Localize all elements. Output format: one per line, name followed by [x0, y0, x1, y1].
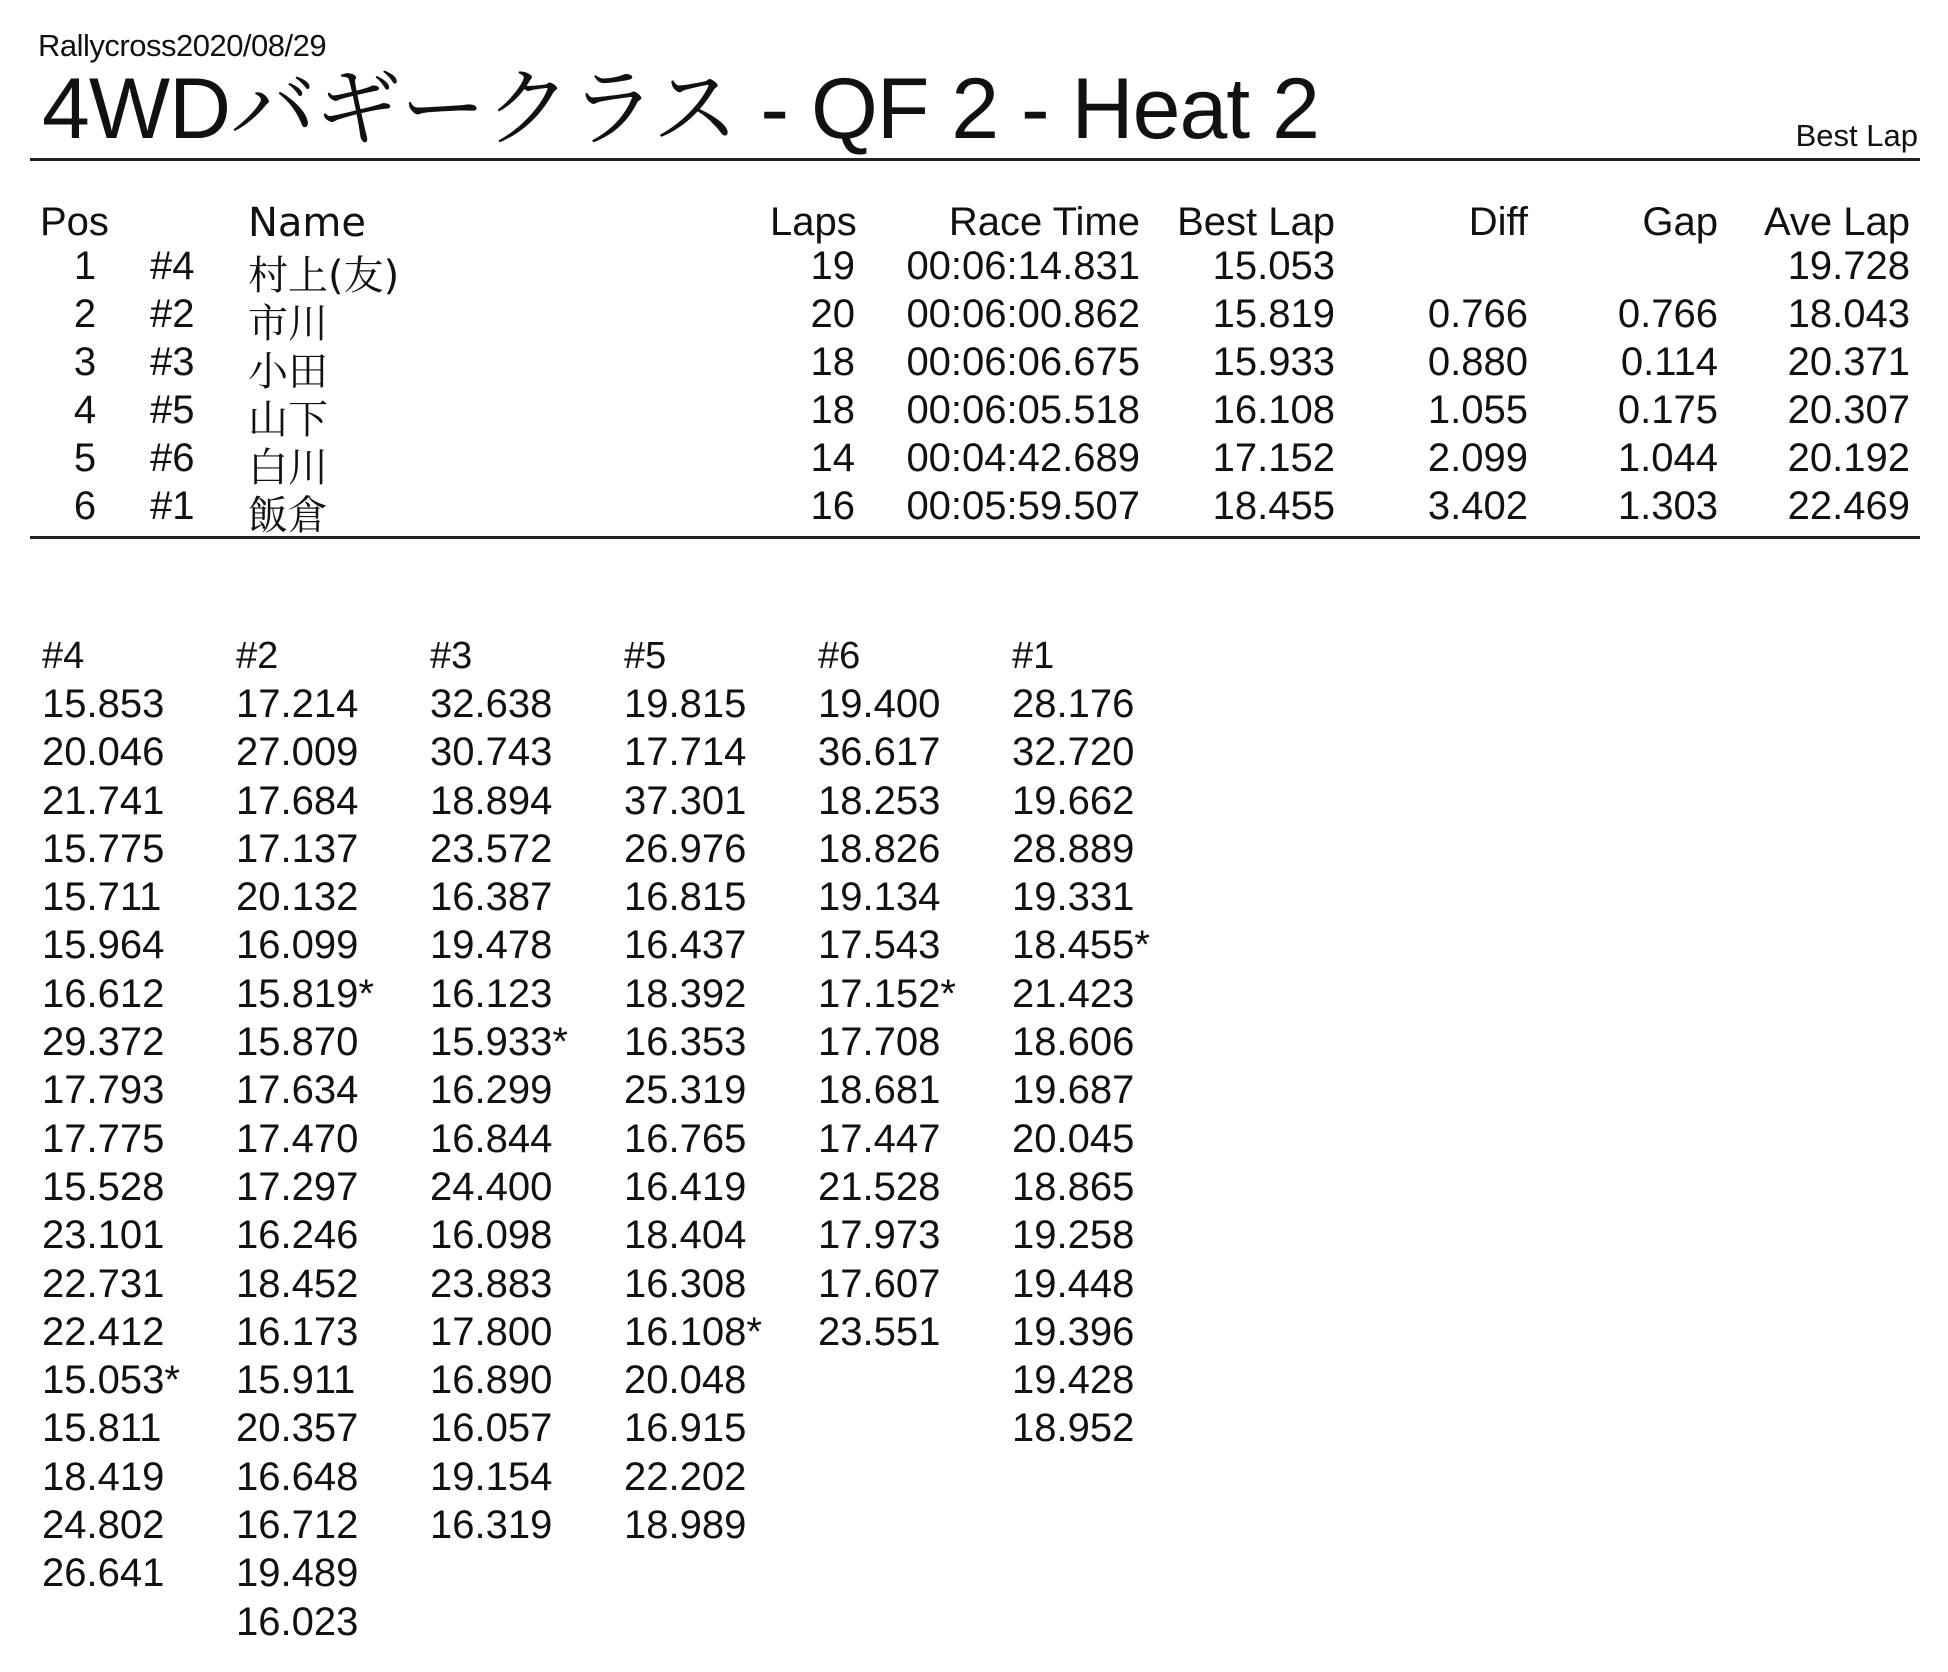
lap-time: 19.428 [1012, 1358, 1135, 1403]
lap-time: 17.214 [236, 682, 359, 726]
lap-time: 23.883 [430, 1261, 553, 1306]
row-laps: 20 [810, 292, 855, 336]
lap-time: 18.894 [430, 778, 553, 823]
lap-time: 16.246 [236, 1213, 359, 1258]
lap-time: 21.741 [42, 778, 165, 823]
col-ave-lap-header: Ave Lap [1763, 200, 1910, 244]
row-ave-lap: 18.043 [1787, 292, 1910, 336]
row-pos: 5 [73, 436, 97, 480]
lap-time: 22.202 [624, 1454, 747, 1499]
row-diff: 1.055 [1427, 388, 1528, 432]
col-laps-header: Laps [770, 200, 857, 244]
lap-time: 17.137 [236, 826, 359, 871]
lap-column [42, 632, 232, 1598]
row-gap: 0.766 [1617, 292, 1718, 336]
row-laps: 14 [810, 436, 855, 480]
best-lap-corner-label: Best Lap [1795, 118, 1918, 153]
row-race-time: 00:06:06.675 [906, 340, 1140, 384]
lap-time: 18.419 [42, 1454, 165, 1499]
lap-time: 24.400 [430, 1164, 553, 1209]
lap-column [430, 632, 620, 1549]
row-race-time: 00:05:59.507 [906, 484, 1140, 528]
lap-column-car-number: #6 [818, 635, 861, 677]
header-divider [30, 158, 1920, 161]
lap-time: 18.452 [236, 1261, 359, 1306]
lap-column-car-number: #5 [624, 635, 667, 677]
lap-time: 20.357 [236, 1406, 359, 1451]
lap-time: 16.299 [430, 1068, 553, 1113]
lap-time: 16.057 [430, 1406, 553, 1451]
lap-time: 16.023 [236, 1599, 359, 1644]
col-gap-header: Gap [1642, 200, 1718, 244]
lap-time: 18.253 [818, 778, 941, 823]
lap-time: 28.889 [1012, 826, 1135, 871]
row-laps: 16 [810, 484, 855, 528]
lap-time: 16.353 [624, 1020, 747, 1065]
lap-time: 18.392 [624, 971, 747, 1016]
lap-time: 17.297 [236, 1164, 359, 1209]
lap-time: 16.387 [430, 875, 553, 920]
lap-time: 19.815 [624, 682, 747, 726]
lap-time: 19.331 [1012, 875, 1135, 920]
lap-time: 19.448 [1012, 1261, 1135, 1306]
table-row [0, 340, 1948, 395]
lap-time: 26.976 [624, 826, 747, 871]
row-best-lap: 16.108 [1212, 388, 1335, 432]
row-pos: 6 [73, 484, 97, 528]
lap-time: 18.865 [1012, 1164, 1135, 1209]
lap-column [624, 632, 814, 1549]
lap-time: 16.648 [236, 1454, 359, 1499]
lap-time: 18.606 [1012, 1020, 1135, 1065]
lap-time: 16.437 [624, 923, 747, 968]
lap-time: 20.045 [1012, 1116, 1135, 1161]
lap-time: 27.009 [236, 730, 359, 775]
lap-time: 20.132 [236, 875, 359, 920]
col-best-lap-header: Best Lap [1177, 200, 1335, 244]
lap-time: 23.551 [818, 1309, 941, 1354]
row-diff: 3.402 [1427, 484, 1528, 528]
lap-time: 37.301 [624, 778, 747, 823]
row-best-lap: 17.152 [1212, 436, 1335, 480]
lap-time: 18.681 [818, 1068, 941, 1113]
row-race-time: 00:06:14.831 [906, 244, 1140, 288]
row-pos: 3 [73, 340, 97, 384]
lap-time: 23.101 [42, 1213, 165, 1258]
lap-time: 15.853 [42, 682, 165, 726]
lap-time: 21.528 [818, 1164, 941, 1209]
lap-time: 15.053* [42, 1358, 180, 1403]
table-row [0, 292, 1948, 347]
lap-time: 16.108* [624, 1309, 762, 1354]
row-driver-name: 山下 [248, 397, 328, 443]
event-date: Rallycross2020/08/29 [38, 28, 327, 63]
row-best-lap: 18.455 [1212, 484, 1335, 528]
lap-time: 18.989 [624, 1503, 747, 1548]
row-race-time: 00:06:00.862 [906, 292, 1140, 336]
row-pos: 4 [73, 388, 97, 432]
lap-time: 15.911 [236, 1358, 356, 1403]
lap-time: 19.662 [1012, 778, 1135, 823]
lap-time: 18.455* [1012, 923, 1150, 968]
lap-time: 17.800 [430, 1309, 553, 1354]
lap-time: 28.176 [1012, 682, 1135, 726]
lap-time: 16.890 [430, 1358, 553, 1403]
lap-time: 19.396 [1012, 1309, 1135, 1354]
col-diff-header: Diff [1468, 200, 1528, 244]
row-diff: 2.099 [1427, 436, 1528, 480]
row-car-number: #2 [150, 292, 195, 336]
lap-time: 17.634 [236, 1068, 359, 1113]
row-driver-name: 飯倉 [248, 493, 328, 539]
lap-column-car-number: #3 [430, 635, 473, 677]
row-laps: 18 [810, 388, 855, 432]
lap-time: 18.826 [818, 826, 941, 871]
lap-time: 16.915 [624, 1406, 747, 1451]
lap-time: 16.815 [624, 875, 747, 920]
lap-time: 17.973 [818, 1213, 941, 1258]
lap-column [818, 632, 1008, 1356]
lap-time: 15.775 [42, 826, 165, 871]
lap-time: 16.844 [430, 1116, 553, 1161]
lap-time: 17.714 [624, 730, 747, 775]
lap-time: 32.638 [430, 682, 553, 726]
lap-time: 17.793 [42, 1068, 165, 1113]
lap-time: 17.607 [818, 1261, 941, 1306]
row-ave-lap: 22.469 [1787, 484, 1910, 528]
row-ave-lap: 19.728 [1787, 244, 1910, 288]
lap-time: 32.720 [1012, 730, 1135, 775]
lap-time: 15.811 [42, 1406, 162, 1451]
row-ave-lap: 20.307 [1787, 388, 1910, 432]
lap-time: 18.404 [624, 1213, 747, 1258]
results-header-row [0, 200, 1948, 248]
lap-column-car-number: #1 [1012, 635, 1055, 677]
lap-time: 20.048 [624, 1358, 747, 1403]
lap-time: 16.098 [430, 1213, 553, 1258]
lap-time: 24.802 [42, 1503, 165, 1548]
lap-time: 19.400 [818, 682, 941, 726]
row-driver-name: 市川 [248, 301, 328, 347]
table-row [0, 436, 1948, 491]
row-driver-name: 村上(友) [248, 253, 400, 299]
lap-time: 21.423 [1012, 971, 1135, 1016]
row-best-lap: 15.933 [1212, 340, 1335, 384]
lap-time: 22.412 [42, 1309, 165, 1354]
row-race-time: 00:06:05.518 [906, 388, 1140, 432]
row-laps: 19 [810, 244, 855, 288]
row-car-number: #5 [150, 388, 195, 432]
lap-time: 16.765 [624, 1116, 747, 1161]
row-gap: 0.175 [1617, 388, 1718, 432]
lap-time: 23.572 [430, 826, 553, 871]
table-row [0, 388, 1948, 443]
lap-time: 22.731 [42, 1261, 165, 1306]
row-driver-name: 小田 [248, 349, 328, 395]
lap-time: 15.964 [42, 923, 165, 968]
row-race-time: 00:04:42.689 [906, 436, 1140, 480]
lap-time: 19.154 [430, 1454, 553, 1499]
lap-time: 16.419 [624, 1164, 747, 1209]
lap-time: 15.933* [430, 1020, 568, 1065]
lap-column [236, 632, 426, 1646]
lap-time: 15.819* [236, 971, 374, 1016]
row-gap: 0.114 [1620, 340, 1718, 384]
lap-time: 16.308 [624, 1261, 747, 1306]
lap-time: 20.046 [42, 730, 165, 775]
lap-time: 16.319 [430, 1503, 553, 1548]
row-car-number: #6 [150, 436, 195, 480]
lap-time: 19.478 [430, 923, 553, 968]
lap-time: 17.708 [818, 1020, 941, 1065]
lap-time: 19.489 [236, 1551, 359, 1596]
row-driver-name: 白川 [248, 445, 328, 491]
lap-time: 17.447 [818, 1116, 941, 1161]
col-race-time-header: Race Time [948, 200, 1140, 244]
row-car-number: #1 [150, 484, 195, 528]
table-row [0, 244, 1948, 299]
lap-time: 18.952 [1012, 1406, 1135, 1451]
lap-time: 19.687 [1012, 1068, 1135, 1113]
lap-time: 15.528 [42, 1164, 165, 1209]
lap-time: 16.173 [236, 1309, 359, 1354]
lap-time: 19.258 [1012, 1213, 1135, 1258]
lap-time: 16.712 [236, 1503, 359, 1548]
col-name-header: Name [248, 200, 367, 246]
lap-time: 17.543 [818, 923, 941, 968]
page-title: 4WDバギークラス - QF 2 - Heat 2 [42, 61, 1319, 157]
lap-time: 16.099 [236, 923, 359, 968]
lap-time: 19.134 [818, 875, 941, 920]
lap-time: 17.470 [236, 1116, 359, 1161]
lap-time: 17.684 [236, 778, 359, 823]
lap-column-car-number: #4 [42, 635, 85, 677]
row-ave-lap: 20.371 [1787, 340, 1910, 384]
lap-time: 29.372 [42, 1020, 165, 1065]
row-car-number: #4 [150, 244, 195, 288]
lap-time: 30.743 [430, 730, 553, 775]
table-row [0, 484, 1948, 539]
lap-time: 16.123 [430, 971, 553, 1016]
lap-time: 17.775 [42, 1116, 165, 1161]
lap-time: 26.641 [42, 1551, 165, 1596]
table-bottom-divider [30, 536, 1920, 539]
lap-time: 36.617 [818, 730, 941, 775]
row-ave-lap: 20.192 [1787, 436, 1910, 480]
col-pos-header: Pos [40, 200, 109, 244]
lap-time: 25.319 [624, 1068, 747, 1113]
lap-time: 16.612 [42, 971, 165, 1016]
lap-column-car-number: #2 [236, 635, 279, 677]
row-pos: 1 [73, 244, 97, 288]
row-best-lap: 15.053 [1212, 244, 1335, 288]
lap-column [1012, 632, 1202, 1453]
row-gap: 1.303 [1617, 484, 1718, 528]
row-diff: 0.880 [1427, 340, 1528, 384]
row-car-number: #3 [150, 340, 195, 384]
lap-time: 15.870 [236, 1020, 359, 1065]
row-gap: 1.044 [1617, 436, 1718, 480]
lap-time: 15.711 [42, 875, 162, 920]
row-diff: 0.766 [1427, 292, 1528, 336]
row-pos: 2 [73, 292, 97, 336]
lap-time: 17.152* [818, 971, 956, 1016]
row-laps: 18 [810, 340, 855, 384]
row-best-lap: 15.819 [1212, 292, 1335, 336]
